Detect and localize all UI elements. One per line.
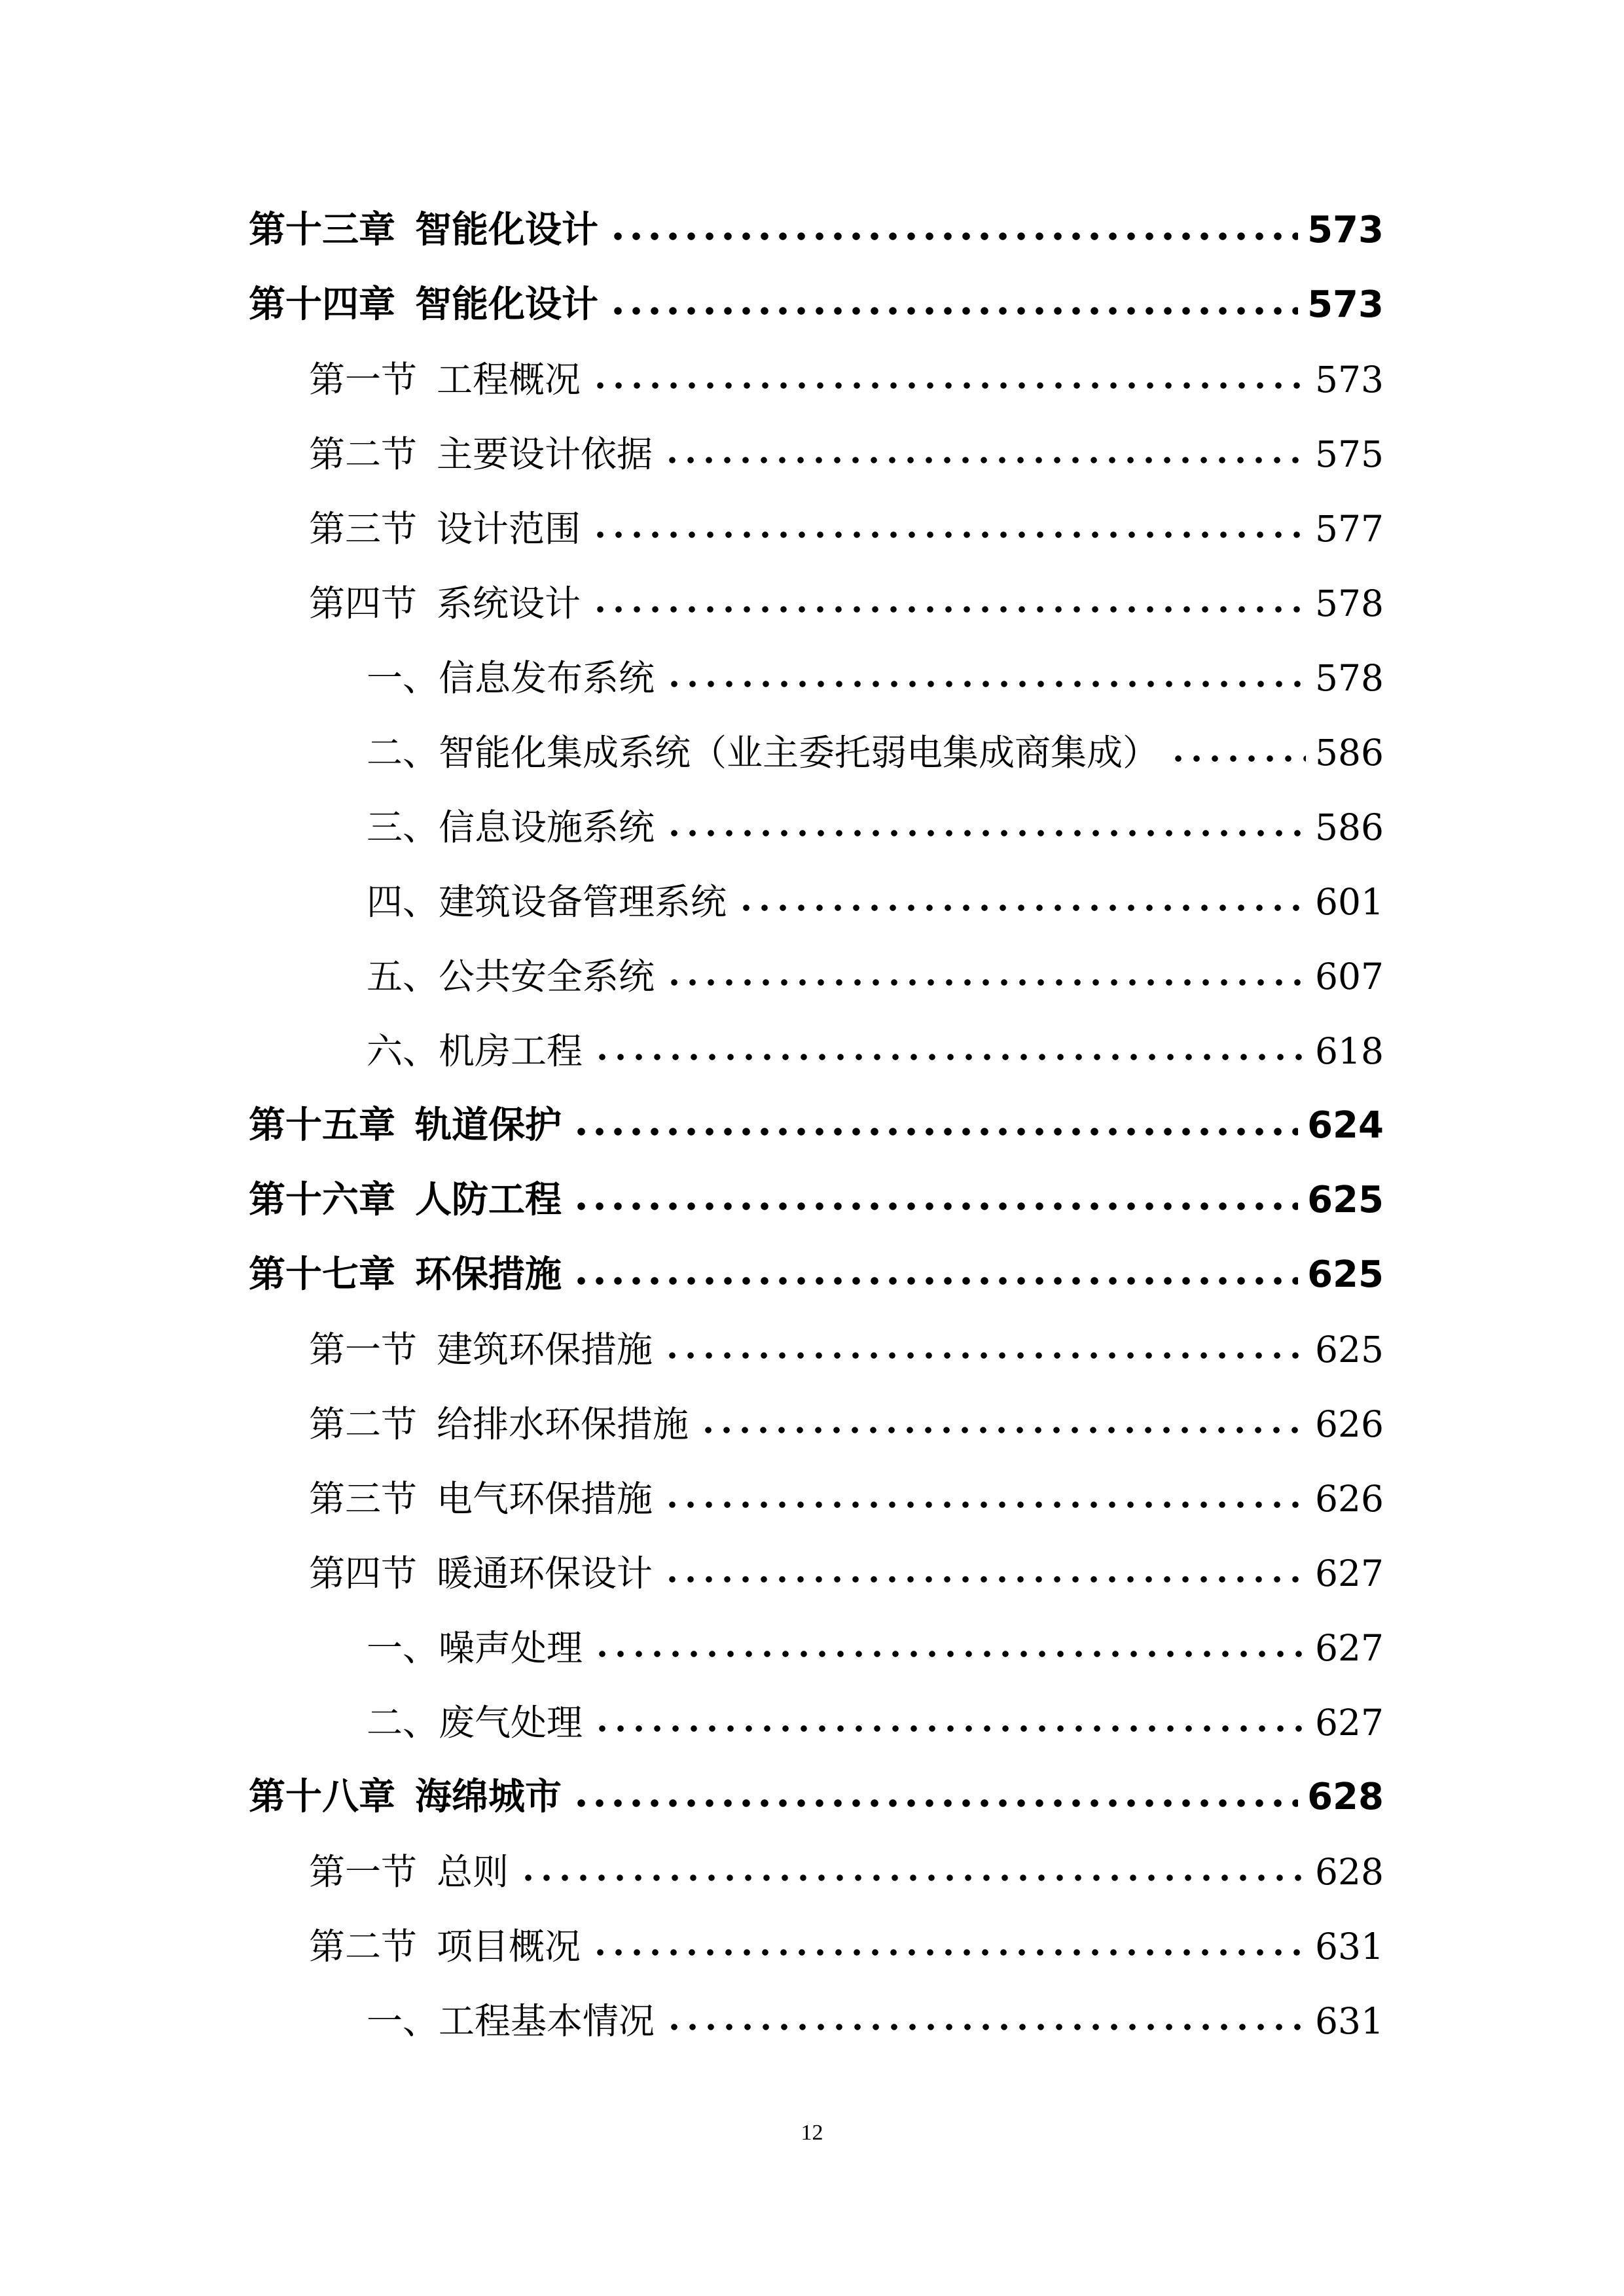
dot-leader	[609, 232, 1298, 241]
dot-leader	[663, 1351, 1306, 1360]
toc-entry[interactable]	[249, 488, 1384, 550]
dot-leader	[519, 1873, 1306, 1882]
toc-entry[interactable]	[249, 1981, 1384, 2042]
toc-entry-label	[249, 209, 598, 251]
toc-entry-label	[309, 1478, 653, 1520]
toc-entry[interactable]	[249, 936, 1384, 995]
toc-entry-page: 578	[1315, 657, 1384, 699]
toc-entry[interactable]	[249, 264, 1384, 326]
toc-entry[interactable]	[249, 712, 1384, 774]
dot-leader	[1169, 754, 1306, 763]
toc-entry-page: 607	[1315, 956, 1384, 997]
toc-entry-title: 给排水环保措施	[437, 1403, 689, 1445]
dot-leader	[591, 381, 1306, 390]
toc-entry-title: 六、机房工程	[367, 1030, 583, 1072]
toc-entry-page: 631	[1315, 1926, 1384, 1967]
toc-entry[interactable]	[249, 1234, 1384, 1296]
dot-leader	[593, 1052, 1306, 1062]
toc-entry-title: 一、信息发布系统	[367, 657, 655, 699]
toc-entry-number: 第十六章	[249, 1179, 395, 1221]
toc-entry-title: 智能化设计	[415, 209, 598, 251]
dot-leader	[663, 456, 1306, 465]
toc-entry-page: 578	[1315, 583, 1384, 624]
toc-entry-label	[249, 1776, 562, 1818]
toc-entry-number: 第十三章	[249, 209, 395, 251]
toc-entry-label	[249, 1104, 562, 1147]
toc-entry-title: 项目概况	[437, 1926, 581, 1967]
toc-entry-label	[249, 283, 598, 326]
dot-leader	[663, 1500, 1306, 1509]
toc-entry-page: 627	[1315, 1627, 1384, 1669]
toc-entry-title: 系统设计	[437, 583, 581, 624]
toc-entry-number: 第二节	[309, 1926, 418, 1967]
toc-entry-label	[249, 1179, 562, 1221]
toc-entry-number: 第十七章	[249, 1253, 395, 1296]
toc-entry[interactable]	[249, 1458, 1384, 1520]
toc-entry[interactable]	[249, 1160, 1384, 1219]
toc-entry-page: 631	[1315, 2000, 1384, 2042]
dot-leader	[663, 1575, 1306, 1584]
toc-entry-page: 625	[1307, 1179, 1384, 1221]
toc-entry-title: 环保措施	[415, 1253, 562, 1296]
dot-leader	[591, 1948, 1306, 1957]
toc-entry-number: 第一节	[309, 1329, 418, 1371]
toc-entry-title: 设计范围	[437, 508, 581, 550]
toc-entry-number: 第十八章	[249, 1776, 395, 1818]
toc-entry-page: 573	[1307, 283, 1384, 326]
toc-entry[interactable]	[249, 1682, 1384, 1744]
dot-leader	[572, 1202, 1298, 1211]
toc-entry-label	[309, 583, 581, 624]
toc-entry-label	[309, 433, 653, 475]
toc-entry-page: 625	[1307, 1253, 1384, 1296]
toc-entry-page: 577	[1315, 508, 1384, 550]
toc-entry-number: 第二节	[309, 1403, 418, 1445]
dot-leader	[572, 1799, 1298, 1808]
toc-entry-title: 一、工程基本情况	[367, 2000, 655, 2042]
toc-entry-number: 第三节	[309, 1478, 418, 1520]
toc-entry-page: 628	[1307, 1776, 1384, 1818]
toc-entry-number: 第十四章	[249, 283, 395, 326]
toc-entry[interactable]	[249, 1533, 1384, 1592]
toc-entry-title: 四、建筑设备管理系统	[367, 881, 727, 923]
toc-entry[interactable]	[249, 861, 1384, 923]
toc-entry[interactable]	[249, 339, 1384, 401]
dot-leader	[591, 530, 1306, 539]
toc-entry-page: 626	[1315, 1478, 1384, 1520]
toc-entry[interactable]	[249, 190, 1384, 249]
toc-entry-page: 586	[1315, 806, 1384, 848]
toc-entry-title: 轨道保护	[415, 1104, 562, 1147]
dot-leader	[591, 605, 1306, 614]
toc-entry-title: 总则	[437, 1851, 509, 1893]
toc-entry-page: 601	[1315, 881, 1384, 923]
dot-leader	[572, 1127, 1298, 1136]
toc-entry-page: 586	[1315, 732, 1384, 774]
toc-entry-page: 626	[1315, 1403, 1384, 1445]
toc-entry[interactable]	[249, 1906, 1384, 1965]
toc-entry[interactable]	[249, 1011, 1384, 1072]
dot-leader	[593, 1724, 1306, 1733]
dot-leader	[665, 829, 1306, 838]
toc-entry-label	[309, 1851, 509, 1893]
toc-entry-title: 电气环保措施	[437, 1478, 653, 1520]
dot-leader	[593, 1649, 1306, 1659]
toc-entry-label	[309, 1926, 581, 1967]
toc-entry[interactable]	[249, 637, 1384, 699]
toc-entry-label	[249, 1253, 562, 1296]
toc-entry[interactable]	[249, 1831, 1384, 1893]
toc-entry-title: 人防工程	[415, 1179, 562, 1221]
toc-entry-title: 一、噪声处理	[367, 1627, 583, 1669]
toc-entry-title: 三、信息设施系统	[367, 806, 655, 848]
toc-entry[interactable]	[249, 1085, 1384, 1147]
toc-entry-title: 二、废气处理	[367, 1702, 583, 1744]
toc-entry[interactable]	[249, 414, 1384, 473]
toc-entry-title: 建筑环保措施	[437, 1329, 653, 1371]
toc-entry-label	[309, 359, 581, 401]
dot-leader	[665, 978, 1306, 987]
dot-leader	[699, 1426, 1306, 1435]
toc-entry-number: 第三节	[309, 508, 418, 550]
toc-entry-page: 575	[1315, 433, 1384, 475]
toc-entry-title: 五、公共安全系统	[367, 956, 655, 997]
dot-leader	[665, 2022, 1306, 2032]
toc-entry-number: 第四节	[309, 583, 418, 624]
toc-entry-number: 第一节	[309, 1851, 418, 1893]
toc-entry-title: 主要设计依据	[437, 433, 653, 475]
toc-entry[interactable]	[249, 787, 1384, 846]
toc-entry-title: 海绵城市	[415, 1776, 562, 1818]
toc-entry-page: 618	[1315, 1030, 1384, 1072]
toc-entry-number: 第一节	[309, 359, 418, 401]
toc-entry-page: 627	[1315, 1702, 1384, 1744]
toc-entry[interactable]	[249, 563, 1384, 622]
toc-entry[interactable]	[249, 1757, 1384, 1816]
toc-entry[interactable]	[249, 1607, 1384, 1669]
toc-entry-label	[309, 1552, 653, 1594]
toc-entry-label	[309, 1403, 689, 1445]
toc-entry[interactable]	[249, 1309, 1384, 1371]
toc-entry-page: 625	[1315, 1329, 1384, 1371]
dot-leader	[737, 903, 1306, 912]
toc-entry-page: 627	[1315, 1552, 1384, 1594]
toc-entry-number: 第四节	[309, 1552, 418, 1594]
toc-entry-title: 暖通环保设计	[437, 1552, 653, 1594]
toc-entry-title: 工程概况	[437, 359, 581, 401]
toc-entry-number: 第十五章	[249, 1104, 395, 1147]
dot-leader	[665, 679, 1306, 689]
toc-entry-page: 573	[1307, 209, 1384, 251]
toc-entry-label	[309, 508, 581, 550]
toc-entry[interactable]	[249, 1384, 1384, 1443]
dot-leader	[572, 1276, 1298, 1285]
toc-entry-title: 二、智能化集成系统（业主委托弱电集成商集成）	[367, 732, 1159, 774]
toc-entry-page: 573	[1315, 359, 1384, 401]
toc-entry-title: 智能化设计	[415, 283, 598, 326]
toc-entry-page: 624	[1307, 1104, 1384, 1147]
dot-leader	[609, 306, 1298, 315]
page-number: 12	[801, 2121, 823, 2145]
toc-entry-label	[309, 1329, 653, 1371]
toc-entry-number: 第二节	[309, 433, 418, 475]
toc-entry-page: 628	[1315, 1851, 1384, 1893]
